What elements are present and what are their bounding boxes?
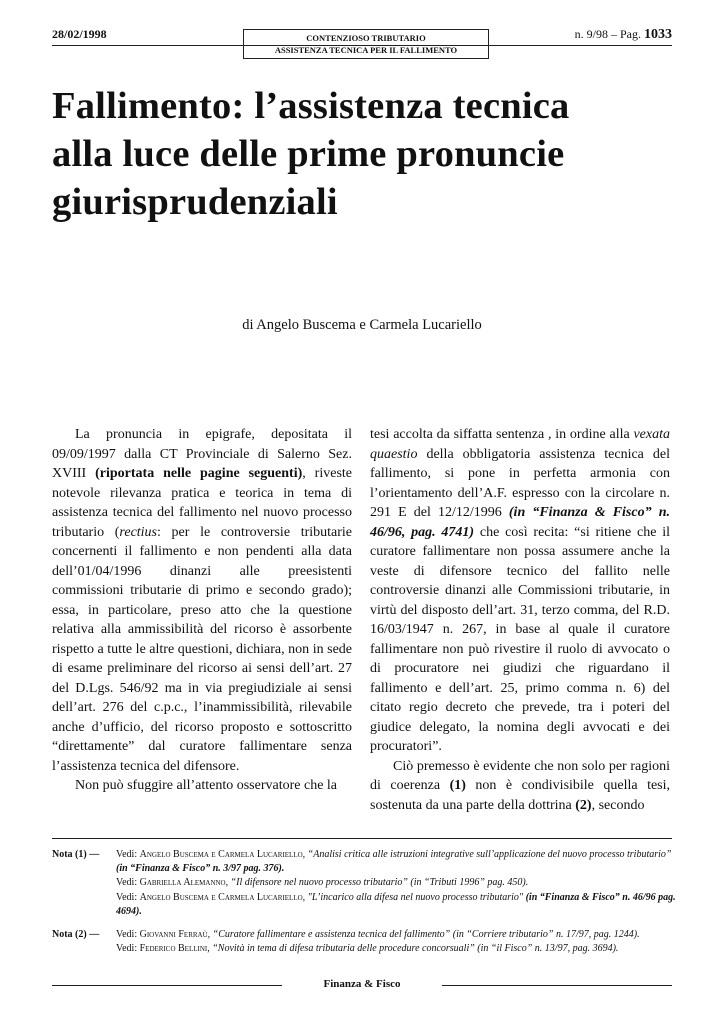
text-run: tesi accolta da siffatta sentenza , in ordine alla — [370, 427, 634, 442]
text-run: , secondo — [591, 797, 645, 813]
section-box — [243, 29, 489, 59]
title-line-1: Fallimento: l’assistenza tecnica — [52, 85, 570, 127]
footnote-label: Nota (2) — — [52, 929, 100, 941]
byline: di Angelo Buscema e Carmela Lucariello — [242, 317, 482, 333]
paragraph — [52, 425, 352, 776]
footnote-entry: Vedi: Gabriella Alemanno, “Il difensore nel nuovo processo tributario” (in “Tributi 1996” pag. 450). — [116, 877, 529, 889]
header-date: 28/02/1998 — [52, 27, 107, 41]
paragraph — [370, 425, 670, 757]
footnote-entry: Vedi: Angelo Buscema e Carmela Lucariello, "L’incarico alla difesa nel nuovo processo tributario" (in “Finanza & Fisco” n. 46/96 pag. 4694). — [116, 891, 676, 917]
paragraph — [370, 757, 670, 816]
emphasis-ref: (in “Finanza & Fisco” n. 46/96, pag. 4741) — [370, 505, 670, 540]
footer-rule-left — [52, 985, 282, 986]
footnote-ref: (1) — [449, 778, 466, 793]
emphasis-ref: (riportata nelle pagine seguenti) — [95, 466, 303, 481]
footnote-ref: (2) — [575, 797, 592, 813]
author: Federico Bellini — [139, 943, 208, 955]
body-column-right — [370, 425, 670, 815]
title-line-2: alla luce delle prime pronuncie — [52, 133, 565, 175]
issue-page — [540, 27, 672, 43]
text-run: della obbligatoria assistenza tecnica del fallimento, si pone in perfetta armonia con l’orientamento dell’A.F. espresso con la circolare n. 291 E del 12/12/1996 — [370, 446, 670, 520]
footer-rule-right — [442, 985, 672, 986]
paragraph: Non può sfuggire all’attento osservatore che la — [75, 778, 338, 793]
article-title — [52, 82, 692, 226]
author: Angelo Buscema e Carmela Lucariello — [139, 891, 303, 903]
header-rule — [52, 45, 672, 46]
footer-publication: Finanza & Fisco — [323, 978, 401, 990]
emphasis-term: vexata quaestio — [370, 427, 670, 462]
text-run: , riveste notevole rilevanza pratica e teorica in tema di assistenza tecnica del fallimento nel nuovo processo tributario ( — [52, 466, 352, 540]
text-run: La pronuncia in epigrafe, depositata il 09/09/1997 dalla CT Provinciale di Salerno Sez. XVIII — [52, 427, 352, 481]
text-run: : per le controversie tributarie concernenti il fallimento e non pendenti alla data dell’01/04/1996 dinanzi alle preesistenti commissioni tributarie di primo e secondo grado); essa, in particolare, preso atto che la questione relativa alla ammissibilità del ricorso è assorbente rispetto a tutte le altre questioni, dichiara, non in sede di esame preliminare del ricorso ai sensi dell’art. 27 del D.Lgs. 546/92 ma in via pregiudiziale ai sensi dell’art. 276 del c.p.c., l’inammissibilità, rilevabile anche d’ufficio, del ricorso proposto e sottoscritto “direttamente” dal curatore fallimentare senza l’assistenza tecnica del difensore. — [52, 524, 353, 774]
footnote-2 — [52, 928, 677, 956]
body-column-left — [52, 425, 352, 796]
footnote-entry: Vedi: Angelo Buscema e Carmela Lucariello, “Analisi critica alle istruzioni integrative sull’applicazione del nuovo processo tributario” (in “Finanza & Fisco” n. 3/97 pag. 376). — [116, 849, 672, 875]
author: Angelo Buscema e Carmela Lucariello — [139, 849, 303, 860]
text-run: non è condivisibile quella tesi, sostenuta da una parte della dottrina — [370, 778, 671, 813]
author: Giovanni Ferraù — [139, 929, 208, 941]
section-box-line1: CONTENZIOSO TRIBUTARIO — [306, 33, 426, 43]
text-run: che così recita: “si ritiene che il curatore fallimentare non possa assumere anche la veste di difensore tecnico del fallito nelle controversie dinanzi alle Commissioni tributarie, in virtù del disposto dell’art. 31, terzo comma, del R.D. 16/03/1947 n. 267, in base al quale il curatore fallimentare non può rivestire il ruolo di avvocato o di procuratore nei giudizi che riguardano il fallimento e dell’art. 25, primo comma n. 6) del citato regio decreto che prevede, tra i poteri del giudice delegato, la nomina degli avvocati e dei procuratori”. — [370, 524, 670, 754]
footnote-entry: Vedi: Federico Bellini, “Novità in tema di difesa tributaria delle procedure concorsuali” (in “il Fisco” n. 13/97, pag. 3694). — [116, 943, 619, 955]
footnote-entry: Vedi: Giovanni Ferraù, “Curatore fallimentare e assistenza tecnica del fallimento” (in “Corriere tributario” n. 17/97, pag. 1244). — [116, 929, 640, 941]
footnotes — [52, 848, 677, 965]
issue-number: n. 9/98 – Pag. — [574, 27, 641, 41]
footnote-label: Nota (1) — — [52, 849, 100, 860]
footnote-1 — [52, 848, 677, 919]
title-line-3: giurisprudenziali — [52, 181, 338, 223]
section-box-line2: ASSISTENZA TECNICA PER IL FALLIMENTO — [274, 45, 458, 55]
page-number: 1033 — [644, 27, 672, 42]
author: Gabriella Alemanno — [139, 877, 226, 889]
notes-rule — [52, 838, 672, 839]
emphasis-term: rectius — [119, 524, 158, 540]
text-run: Ciò premesso è evidente che non solo per ragioni di coerenza — [370, 758, 670, 793]
